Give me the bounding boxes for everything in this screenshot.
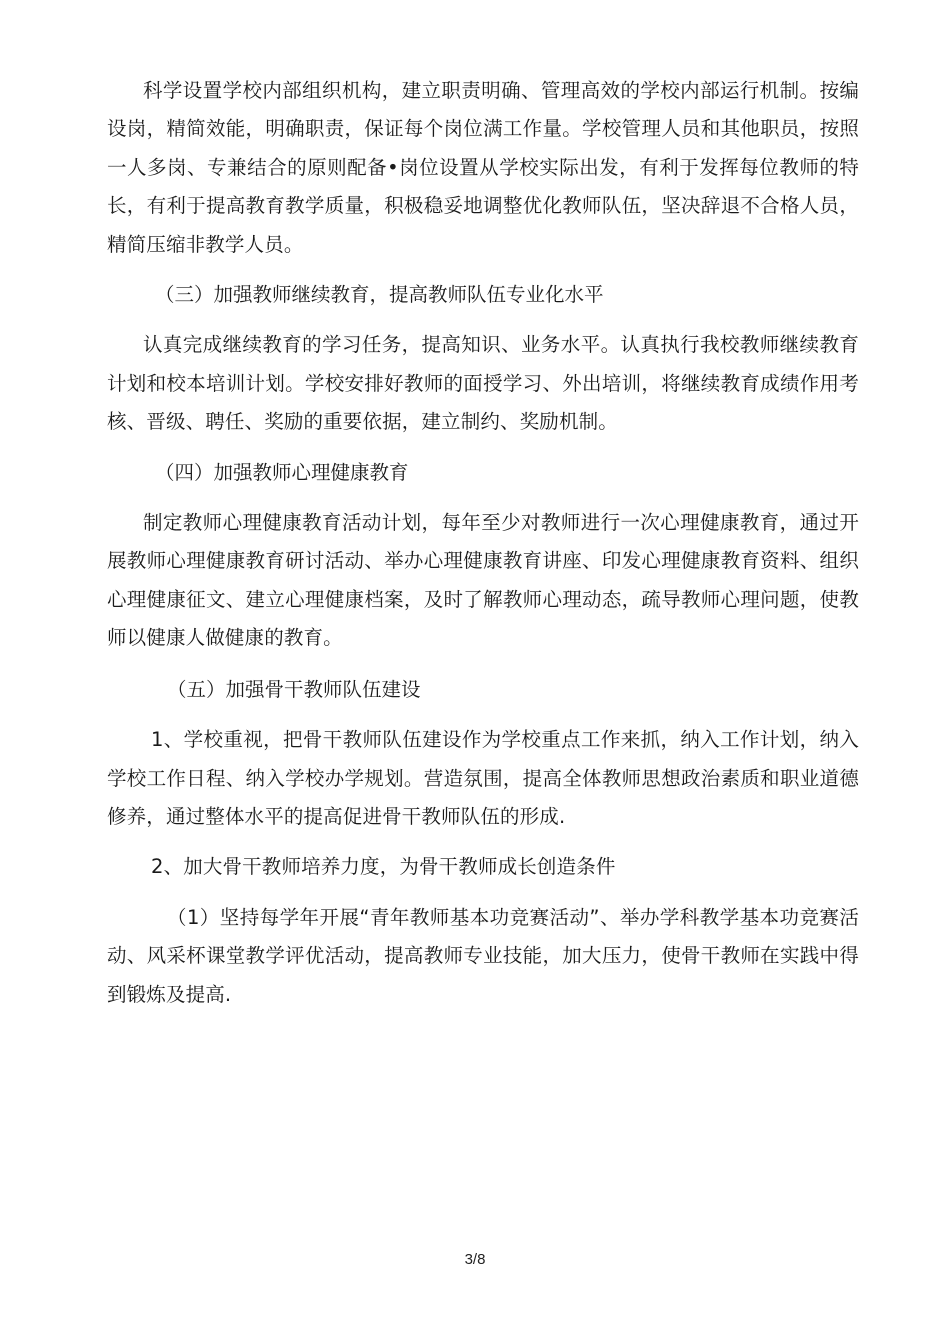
spacer xyxy=(107,264,859,276)
spacer xyxy=(107,658,859,671)
spacer xyxy=(107,492,859,504)
numbered-item-2: 2、加大骨干教师培养力度，为骨干教师成长创造条件 xyxy=(151,855,616,879)
document-body xyxy=(107,72,859,1014)
spacer xyxy=(107,709,859,721)
section-heading-continuing-education: （三）加强教师继续教育，提高教师队伍专业化水平 xyxy=(155,283,604,307)
spacer xyxy=(107,314,859,326)
paragraph-mental-health: 制定教师心理健康教育活动计划，每年至少对教师进行一次心理健康教育，通过开展教师心理健康教育研讨活动、举办心理健康教育讲座、印发心理健康教育资料、组织心理健康征文、建立心理健康档案，及时了解教师心理动态，疏导教师心理问题，使教师以健康人做健康的教育。 xyxy=(107,511,859,650)
spacer xyxy=(107,836,859,848)
sub-numbered-item-1: （1）坚持每学年开展“青年教师基本功竞赛活动”、举办学科教学基本功竞赛活动、风采杯课堂教学评优活动，提高教师专业技能，加大压力，使骨干教师在实践中得到锻炼及提高. xyxy=(107,905,859,1006)
paragraph-school-organization: 科学设置学校内部组织机构，建立职责明确、管理高效的学校内部运行机制。按编设岗，精简效能，明确职责，保证每个岗位满工作量。学校管理人员和其他职员，按照一人多岗、专兼结合的原则配备•岗位设置从学校实际出发，有利于发挥每位教师的特长，有利于提高教育教学质量，积极稳妥地调整优化教师队伍，坚决辞退不合格人员，精简压缩非教学人员。 xyxy=(107,79,859,256)
section-heading-mental-health: （四）加强教师心理健康教育 xyxy=(155,460,409,484)
spacer xyxy=(107,887,859,899)
paragraph-continuing-education: 认真完成继续教育的学习任务，提高知识、业务水平。认真执行我校教师继续教育计划和校本培训计划。学校安排好教师的面授学习、外出培训，将继续教育成绩作用考核、晋级、聘任、奖励的重要依据，建立制约、奖励机制。 xyxy=(107,333,859,434)
numbered-item-1: 1、学校重视，把骨干教师队伍建设作为学校重点工作来抓，纳入工作计划，纳入学校工作日程、纳入学校办学规划。营造氛围，提高全体教师思想政治素质和职业道德修养，通过整体水平的提高促进骨干教师队伍的形成. xyxy=(107,728,859,828)
spacer xyxy=(107,442,859,454)
page-number: 3/8 xyxy=(464,1251,486,1268)
section-heading-backbone-teachers: （五）加强骨干教师队伍建设 xyxy=(167,677,421,701)
